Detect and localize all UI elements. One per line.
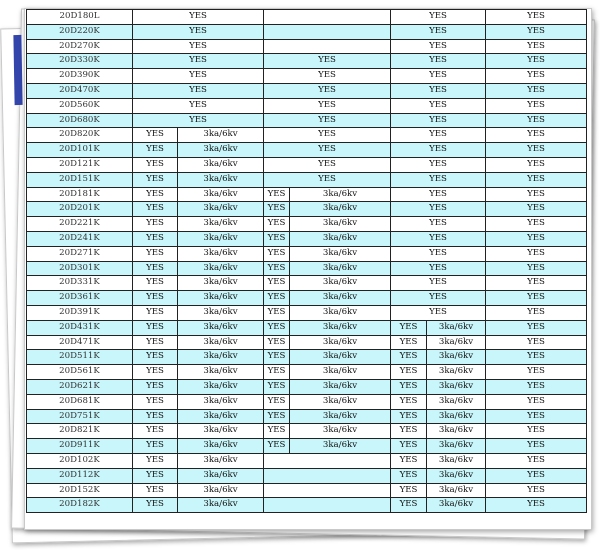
group1-yes-cell: YES bbox=[133, 468, 178, 483]
group3-yes-cell: YES bbox=[391, 394, 427, 409]
group2-yes-cell: YES bbox=[264, 424, 290, 439]
group3-yes-cell: YES bbox=[391, 320, 427, 335]
group4-yes-cell: YES bbox=[486, 39, 587, 54]
group2-rating-cell: 3ka/6kv bbox=[290, 217, 391, 232]
group4-yes-cell: YES bbox=[486, 498, 587, 513]
group4-yes-cell: YES bbox=[486, 468, 587, 483]
group3-rating-cell: 3ka/6kv bbox=[427, 483, 486, 498]
group1-yes-cell: YES bbox=[133, 24, 264, 39]
group2-rating-cell: 3ka/6kv bbox=[290, 320, 391, 335]
group2-empty-cell bbox=[264, 24, 391, 39]
table-row bbox=[27, 350, 587, 365]
table-row bbox=[27, 305, 587, 320]
group1-rating-cell: 3ka/6kv bbox=[178, 157, 264, 172]
model-cell: 20D471K bbox=[27, 335, 133, 350]
table-row bbox=[27, 10, 587, 25]
group1-yes-cell: YES bbox=[133, 439, 178, 454]
group1-rating-cell: 3ka/6kv bbox=[178, 143, 264, 158]
group1-yes-cell: YES bbox=[133, 409, 178, 424]
model-cell: 20D270K bbox=[27, 39, 133, 54]
table-row bbox=[27, 128, 587, 143]
group2-rating-cell: 3ka/6kv bbox=[290, 246, 391, 261]
group2-yes-cell: YES bbox=[264, 276, 290, 291]
group1-yes-cell: YES bbox=[133, 335, 178, 350]
group1-yes-cell: YES bbox=[133, 202, 178, 217]
table-row bbox=[27, 246, 587, 261]
model-cell: 20D390K bbox=[27, 69, 133, 84]
group2-yes-cell: YES bbox=[264, 113, 391, 128]
group2-yes-cell: YES bbox=[264, 409, 290, 424]
model-cell: 20D151K bbox=[27, 172, 133, 187]
group2-rating-cell: 3ka/6kv bbox=[290, 231, 391, 246]
group4-yes-cell: YES bbox=[486, 276, 587, 291]
group3-yes-cell: YES bbox=[391, 231, 486, 246]
group1-yes-cell: YES bbox=[133, 350, 178, 365]
group3-yes-cell: YES bbox=[391, 54, 486, 69]
group2-empty-cell bbox=[264, 453, 391, 468]
group4-yes-cell: YES bbox=[486, 231, 587, 246]
group2-empty-cell bbox=[264, 39, 391, 54]
model-cell: 20D152K bbox=[27, 483, 133, 498]
group3-yes-cell: YES bbox=[391, 172, 486, 187]
group4-yes-cell: YES bbox=[486, 24, 587, 39]
model-cell: 20D112K bbox=[27, 468, 133, 483]
group1-yes-cell: YES bbox=[133, 231, 178, 246]
group3-yes-cell: YES bbox=[391, 98, 486, 113]
group3-yes-cell: YES bbox=[391, 439, 427, 454]
group3-yes-cell: YES bbox=[391, 276, 486, 291]
table-row bbox=[27, 39, 587, 54]
table-row bbox=[27, 468, 587, 483]
group2-rating-cell: 3ka/6kv bbox=[290, 424, 391, 439]
group4-yes-cell: YES bbox=[486, 69, 587, 84]
group3-yes-cell: YES bbox=[391, 202, 486, 217]
table-row bbox=[27, 143, 587, 158]
group1-rating-cell: 3ka/6kv bbox=[178, 453, 264, 468]
group1-rating-cell: 3ka/6kv bbox=[178, 424, 264, 439]
group1-yes-cell: YES bbox=[133, 172, 178, 187]
model-cell: 20D330K bbox=[27, 54, 133, 69]
group2-yes-cell: YES bbox=[264, 439, 290, 454]
table-row bbox=[27, 320, 587, 335]
group3-yes-cell: YES bbox=[391, 409, 427, 424]
group3-yes-cell: YES bbox=[391, 24, 486, 39]
group2-yes-cell: YES bbox=[264, 350, 290, 365]
group2-yes-cell: YES bbox=[264, 157, 391, 172]
group2-yes-cell: YES bbox=[264, 202, 290, 217]
group2-yes-cell: YES bbox=[264, 246, 290, 261]
group3-yes-cell: YES bbox=[391, 157, 486, 172]
group1-yes-cell: YES bbox=[133, 261, 178, 276]
group2-rating-cell: 3ka/6kv bbox=[290, 187, 391, 202]
table-row bbox=[27, 54, 587, 69]
group4-yes-cell: YES bbox=[486, 439, 587, 454]
group1-yes-cell: YES bbox=[133, 187, 178, 202]
group4-yes-cell: YES bbox=[486, 379, 587, 394]
group1-yes-cell: YES bbox=[133, 246, 178, 261]
group3-yes-cell: YES bbox=[391, 335, 427, 350]
group2-empty-cell bbox=[264, 498, 391, 513]
table-row bbox=[27, 69, 587, 84]
group1-yes-cell: YES bbox=[133, 305, 178, 320]
group3-rating-cell: 3ka/6kv bbox=[427, 320, 486, 335]
group2-yes-cell: YES bbox=[264, 291, 290, 306]
group2-yes-cell: YES bbox=[264, 128, 391, 143]
group3-rating-cell: 3ka/6kv bbox=[427, 350, 486, 365]
model-cell: 20D181K bbox=[27, 187, 133, 202]
model-cell: 20D361K bbox=[27, 291, 133, 306]
group1-rating-cell: 3ka/6kv bbox=[178, 128, 264, 143]
group3-yes-cell: YES bbox=[391, 424, 427, 439]
table-row bbox=[27, 276, 587, 291]
group4-yes-cell: YES bbox=[486, 128, 587, 143]
model-cell: 20D180L bbox=[27, 10, 133, 25]
group1-rating-cell: 3ka/6kv bbox=[178, 320, 264, 335]
table-row bbox=[27, 202, 587, 217]
group1-yes-cell: YES bbox=[133, 69, 264, 84]
model-cell: 20D470K bbox=[27, 83, 133, 98]
group1-rating-cell: 3ka/6kv bbox=[178, 187, 264, 202]
table-row bbox=[27, 291, 587, 306]
group3-rating-cell: 3ka/6kv bbox=[427, 453, 486, 468]
group2-rating-cell: 3ka/6kv bbox=[290, 439, 391, 454]
group4-yes-cell: YES bbox=[486, 98, 587, 113]
table-row bbox=[27, 409, 587, 424]
group1-yes-cell: YES bbox=[133, 83, 264, 98]
table-row bbox=[27, 217, 587, 232]
group1-yes-cell: YES bbox=[133, 54, 264, 69]
group2-rating-cell: 3ka/6kv bbox=[290, 409, 391, 424]
group4-yes-cell: YES bbox=[486, 187, 587, 202]
model-cell: 20D271K bbox=[27, 246, 133, 261]
group1-yes-cell: YES bbox=[133, 394, 178, 409]
group1-rating-cell: 3ka/6kv bbox=[178, 365, 264, 380]
group4-yes-cell: YES bbox=[486, 483, 587, 498]
group1-rating-cell: 3ka/6kv bbox=[178, 172, 264, 187]
group4-yes-cell: YES bbox=[486, 424, 587, 439]
table-row bbox=[27, 335, 587, 350]
group2-yes-cell: YES bbox=[264, 365, 290, 380]
group3-yes-cell: YES bbox=[391, 379, 427, 394]
group1-rating-cell: 3ka/6kv bbox=[178, 335, 264, 350]
group1-yes-cell: YES bbox=[133, 291, 178, 306]
group4-yes-cell: YES bbox=[486, 172, 587, 187]
group1-yes-cell: YES bbox=[133, 157, 178, 172]
group1-yes-cell: YES bbox=[133, 143, 178, 158]
table-row bbox=[27, 394, 587, 409]
table-container bbox=[24, 8, 590, 528]
table-row bbox=[27, 498, 587, 513]
group3-yes-cell: YES bbox=[391, 128, 486, 143]
group3-yes-cell: YES bbox=[391, 305, 486, 320]
table-row bbox=[27, 83, 587, 98]
group3-rating-cell: 3ka/6kv bbox=[427, 379, 486, 394]
group2-empty-cell bbox=[264, 483, 391, 498]
group2-rating-cell: 3ka/6kv bbox=[290, 305, 391, 320]
model-cell: 20D121K bbox=[27, 157, 133, 172]
model-cell: 20D681K bbox=[27, 394, 133, 409]
table-body bbox=[27, 10, 587, 513]
table-row bbox=[27, 24, 587, 39]
group4-yes-cell: YES bbox=[486, 335, 587, 350]
table-row bbox=[27, 172, 587, 187]
group1-yes-cell: YES bbox=[133, 276, 178, 291]
group2-yes-cell: YES bbox=[264, 83, 391, 98]
group4-yes-cell: YES bbox=[486, 157, 587, 172]
group3-yes-cell: YES bbox=[391, 483, 427, 498]
group1-yes-cell: YES bbox=[133, 98, 264, 113]
table-row bbox=[27, 187, 587, 202]
group2-rating-cell: 3ka/6kv bbox=[290, 261, 391, 276]
group2-yes-cell: YES bbox=[264, 231, 290, 246]
group2-yes-cell: YES bbox=[264, 98, 391, 113]
group1-yes-cell: YES bbox=[133, 320, 178, 335]
group3-yes-cell: YES bbox=[391, 10, 486, 25]
table-row bbox=[27, 98, 587, 113]
table-row bbox=[27, 231, 587, 246]
table-row bbox=[27, 261, 587, 276]
model-cell: 20D331K bbox=[27, 276, 133, 291]
model-cell: 20D511K bbox=[27, 350, 133, 365]
group2-yes-cell: YES bbox=[264, 172, 391, 187]
group3-rating-cell: 3ka/6kv bbox=[427, 409, 486, 424]
group3-yes-cell: YES bbox=[391, 113, 486, 128]
group3-yes-cell: YES bbox=[391, 69, 486, 84]
table-row bbox=[27, 453, 587, 468]
group4-yes-cell: YES bbox=[486, 453, 587, 468]
group1-rating-cell: 3ka/6kv bbox=[178, 246, 264, 261]
model-cell: 20D751K bbox=[27, 409, 133, 424]
group4-yes-cell: YES bbox=[486, 365, 587, 380]
group4-yes-cell: YES bbox=[486, 143, 587, 158]
group2-rating-cell: 3ka/6kv bbox=[290, 394, 391, 409]
blue-page-edge bbox=[13, 35, 22, 105]
group3-rating-cell: 3ka/6kv bbox=[427, 394, 486, 409]
group1-rating-cell: 3ka/6kv bbox=[178, 261, 264, 276]
group2-rating-cell: 3ka/6kv bbox=[290, 202, 391, 217]
group2-yes-cell: YES bbox=[264, 143, 391, 158]
group2-yes-cell: YES bbox=[264, 335, 290, 350]
group4-yes-cell: YES bbox=[486, 291, 587, 306]
varistor-spec-table bbox=[26, 9, 587, 513]
group2-rating-cell: 3ka/6kv bbox=[290, 276, 391, 291]
group1-rating-cell: 3ka/6kv bbox=[178, 291, 264, 306]
group3-yes-cell: YES bbox=[391, 468, 427, 483]
table-row bbox=[27, 439, 587, 454]
group4-yes-cell: YES bbox=[486, 113, 587, 128]
group1-rating-cell: 3ka/6kv bbox=[178, 350, 264, 365]
group3-yes-cell: YES bbox=[391, 39, 486, 54]
group4-yes-cell: YES bbox=[486, 246, 587, 261]
group1-yes-cell: YES bbox=[133, 365, 178, 380]
group2-yes-cell: YES bbox=[264, 320, 290, 335]
model-cell: 20D821K bbox=[27, 424, 133, 439]
group1-rating-cell: 3ka/6kv bbox=[178, 305, 264, 320]
group2-yes-cell: YES bbox=[264, 54, 391, 69]
group1-rating-cell: 3ka/6kv bbox=[178, 276, 264, 291]
model-cell: 20D911K bbox=[27, 439, 133, 454]
group4-yes-cell: YES bbox=[486, 202, 587, 217]
model-cell: 20D391K bbox=[27, 305, 133, 320]
group1-yes-cell: YES bbox=[133, 113, 264, 128]
group2-yes-cell: YES bbox=[264, 261, 290, 276]
group3-rating-cell: 3ka/6kv bbox=[427, 365, 486, 380]
group4-yes-cell: YES bbox=[486, 261, 587, 276]
group2-yes-cell: YES bbox=[264, 394, 290, 409]
group3-yes-cell: YES bbox=[391, 365, 427, 380]
group3-yes-cell: YES bbox=[391, 83, 486, 98]
group3-rating-cell: 3ka/6kv bbox=[427, 468, 486, 483]
group3-yes-cell: YES bbox=[391, 187, 486, 202]
group3-rating-cell: 3ka/6kv bbox=[427, 335, 486, 350]
group2-yes-cell: YES bbox=[264, 305, 290, 320]
model-cell: 20D560K bbox=[27, 98, 133, 113]
model-cell: 20D431K bbox=[27, 320, 133, 335]
group1-yes-cell: YES bbox=[133, 128, 178, 143]
group3-rating-cell: 3ka/6kv bbox=[427, 424, 486, 439]
group3-yes-cell: YES bbox=[391, 498, 427, 513]
group1-yes-cell: YES bbox=[133, 498, 178, 513]
group2-empty-cell bbox=[264, 10, 391, 25]
table-row bbox=[27, 365, 587, 380]
group2-yes-cell: YES bbox=[264, 69, 391, 84]
group1-rating-cell: 3ka/6kv bbox=[178, 498, 264, 513]
group4-yes-cell: YES bbox=[486, 83, 587, 98]
group1-yes-cell: YES bbox=[133, 379, 178, 394]
table-row bbox=[27, 157, 587, 172]
group4-yes-cell: YES bbox=[486, 217, 587, 232]
group1-rating-cell: 3ka/6kv bbox=[178, 379, 264, 394]
group4-yes-cell: YES bbox=[486, 305, 587, 320]
table-row bbox=[27, 424, 587, 439]
model-cell: 20D201K bbox=[27, 202, 133, 217]
model-cell: 20D101K bbox=[27, 143, 133, 158]
group3-yes-cell: YES bbox=[391, 291, 486, 306]
group2-rating-cell: 3ka/6kv bbox=[290, 365, 391, 380]
group1-yes-cell: YES bbox=[133, 483, 178, 498]
group3-yes-cell: YES bbox=[391, 217, 486, 232]
group1-yes-cell: YES bbox=[133, 453, 178, 468]
group2-rating-cell: 3ka/6kv bbox=[290, 350, 391, 365]
group3-rating-cell: 3ka/6kv bbox=[427, 439, 486, 454]
model-cell: 20D621K bbox=[27, 379, 133, 394]
group2-rating-cell: 3ka/6kv bbox=[290, 291, 391, 306]
group1-rating-cell: 3ka/6kv bbox=[178, 394, 264, 409]
group1-rating-cell: 3ka/6kv bbox=[178, 202, 264, 217]
model-cell: 20D561K bbox=[27, 365, 133, 380]
group1-rating-cell: 3ka/6kv bbox=[178, 409, 264, 424]
group4-yes-cell: YES bbox=[486, 394, 587, 409]
group1-yes-cell: YES bbox=[133, 424, 178, 439]
model-cell: 20D820K bbox=[27, 128, 133, 143]
model-cell: 20D102K bbox=[27, 453, 133, 468]
group1-yes-cell: YES bbox=[133, 217, 178, 232]
model-cell: 20D301K bbox=[27, 261, 133, 276]
group2-yes-cell: YES bbox=[264, 187, 290, 202]
model-cell: 20D680K bbox=[27, 113, 133, 128]
group1-yes-cell: YES bbox=[133, 10, 264, 25]
model-cell: 20D182K bbox=[27, 498, 133, 513]
group4-yes-cell: YES bbox=[486, 54, 587, 69]
group3-yes-cell: YES bbox=[391, 143, 486, 158]
group4-yes-cell: YES bbox=[486, 409, 587, 424]
group2-rating-cell: 3ka/6kv bbox=[290, 379, 391, 394]
group1-yes-cell: YES bbox=[133, 39, 264, 54]
group3-yes-cell: YES bbox=[391, 246, 486, 261]
group2-yes-cell: YES bbox=[264, 379, 290, 394]
group1-rating-cell: 3ka/6kv bbox=[178, 231, 264, 246]
group1-rating-cell: 3ka/6kv bbox=[178, 468, 264, 483]
group2-empty-cell bbox=[264, 468, 391, 483]
group3-yes-cell: YES bbox=[391, 261, 486, 276]
table-row bbox=[27, 379, 587, 394]
model-cell: 20D241K bbox=[27, 231, 133, 246]
model-cell: 20D221K bbox=[27, 217, 133, 232]
group4-yes-cell: YES bbox=[486, 320, 587, 335]
group2-rating-cell: 3ka/6kv bbox=[290, 335, 391, 350]
group1-rating-cell: 3ka/6kv bbox=[178, 439, 264, 454]
group3-rating-cell: 3ka/6kv bbox=[427, 498, 486, 513]
group4-yes-cell: YES bbox=[486, 10, 587, 25]
group2-yes-cell: YES bbox=[264, 217, 290, 232]
model-cell: 20D220K bbox=[27, 24, 133, 39]
group1-rating-cell: 3ka/6kv bbox=[178, 217, 264, 232]
group4-yes-cell: YES bbox=[486, 350, 587, 365]
table-row bbox=[27, 113, 587, 128]
group3-yes-cell: YES bbox=[391, 453, 427, 468]
group3-yes-cell: YES bbox=[391, 350, 427, 365]
group1-rating-cell: 3ka/6kv bbox=[178, 483, 264, 498]
table-row bbox=[27, 483, 587, 498]
